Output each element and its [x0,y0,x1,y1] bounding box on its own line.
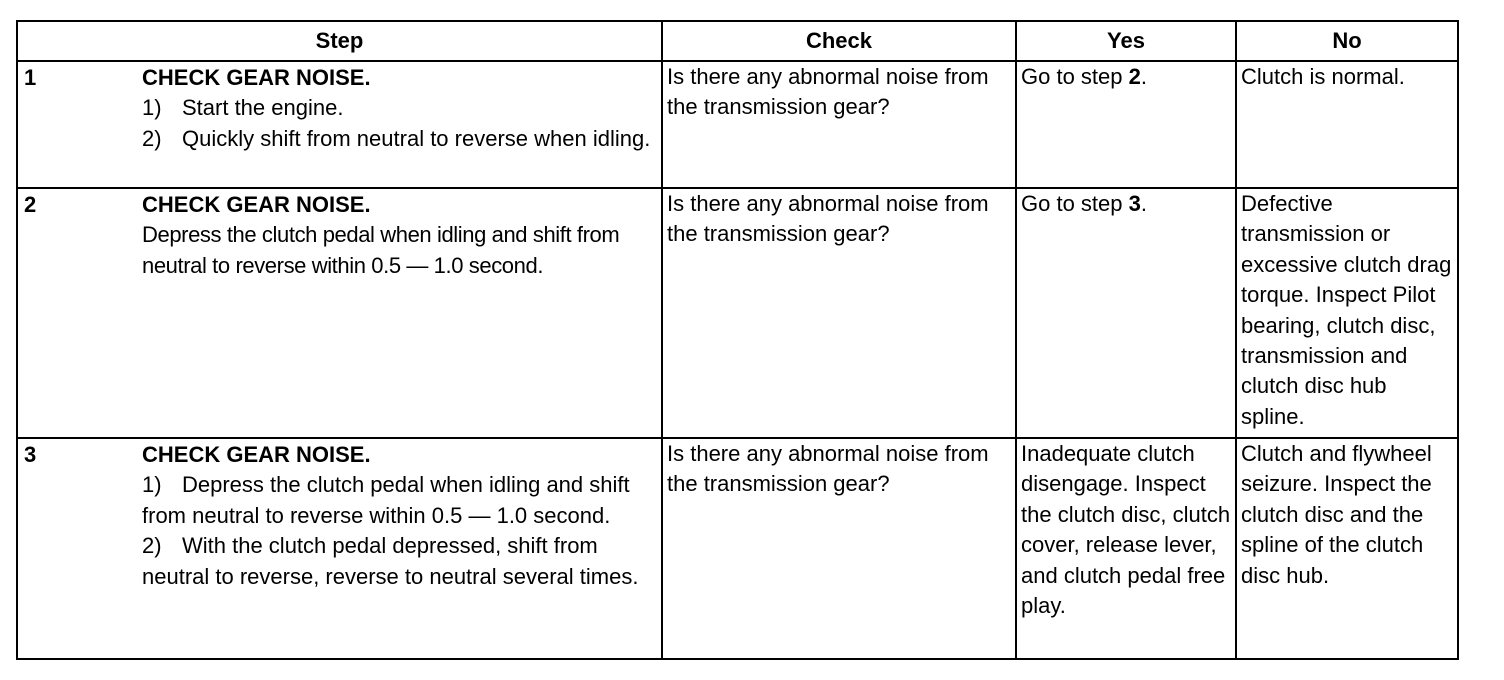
check-text: Is there any abnormal noise from the transmission gear? [667,191,989,247]
troubleshooting-table [16,20,1459,660]
yes-text: Inadequate clutch disengage. Inspect the clutch disc, clutch cover, release lever, and clutch pedal free play. [1021,441,1231,619]
yes-cell [1016,61,1236,188]
yes-prefix: Go to step [1021,191,1129,216]
check-cell [662,188,1016,438]
no-cell [1236,188,1458,438]
header-check: Check [662,21,1016,61]
yes-cell [1016,188,1236,438]
header-yes: Yes [1016,21,1236,61]
yes-suffix: . [1140,64,1147,89]
header-step: Step [17,21,662,61]
no-text: Defective transmission or excessive clutch drag torque. Inspect Pilot bearing, clutch disc, transmission and clutch disc hub spline. [1241,191,1452,429]
yes-suffix: . [1140,191,1147,216]
step-number: 3 [24,442,37,467]
table-row [17,438,1458,659]
no-cell [1236,61,1458,188]
instruction-label: 1) [142,95,162,121]
step-number: 2 [24,192,37,217]
no-text: Clutch and flywheel seizure. Inspect the clutch disc and the spline of the clutch disc hub. [1241,441,1432,588]
step-cell [17,61,662,188]
step-instruction [142,93,657,123]
step-title: CHECK GEAR NOISE. [142,192,371,217]
step-cell [17,438,662,659]
instruction-text: Start the engine. [182,95,344,121]
yes-cell [1016,438,1236,659]
instruction-label: 2) [142,125,162,151]
check-cell [662,438,1016,659]
header-row [17,21,1458,61]
step-title: CHECK GEAR NOISE. [142,65,371,90]
table-row [17,188,1458,438]
instruction-text: With the clutch pedal depressed, shift from neutral to reverse, reverse to neutral several times. [142,533,639,589]
step-cell [17,188,662,438]
yes-prefix: Go to step [1021,64,1129,89]
step-instruction [142,531,657,592]
yes-step-ref: 2 [1128,64,1141,89]
check-text: Is there any abnormal noise from the transmission gear? [667,441,989,497]
step-instruction [142,124,657,154]
yes-step-ref: 3 [1128,191,1141,216]
step-number: 1 [24,65,37,90]
header-no: No [1236,21,1458,61]
instruction-label: 1) [142,472,162,498]
instruction-label: 2) [142,533,162,559]
instruction-text: Depress the clutch pedal when idling and shift from neutral to reverse within 0.5 — 1.0 second. [142,472,630,528]
table-row [17,61,1458,188]
step-instruction-text: Depress the clutch pedal when idling and shift from neutral to reverse within 0.5 — 1.0 second. [142,222,620,278]
step-title: CHECK GEAR NOISE. [142,442,371,467]
no-text: Clutch is normal. [1241,64,1405,89]
check-text: Is there any abnormal noise from the transmission gear? [667,64,989,120]
step-instruction [142,470,657,531]
no-cell [1236,438,1458,659]
instruction-text: Quickly shift from neutral to reverse when idling. [182,125,651,151]
check-cell [662,61,1016,188]
